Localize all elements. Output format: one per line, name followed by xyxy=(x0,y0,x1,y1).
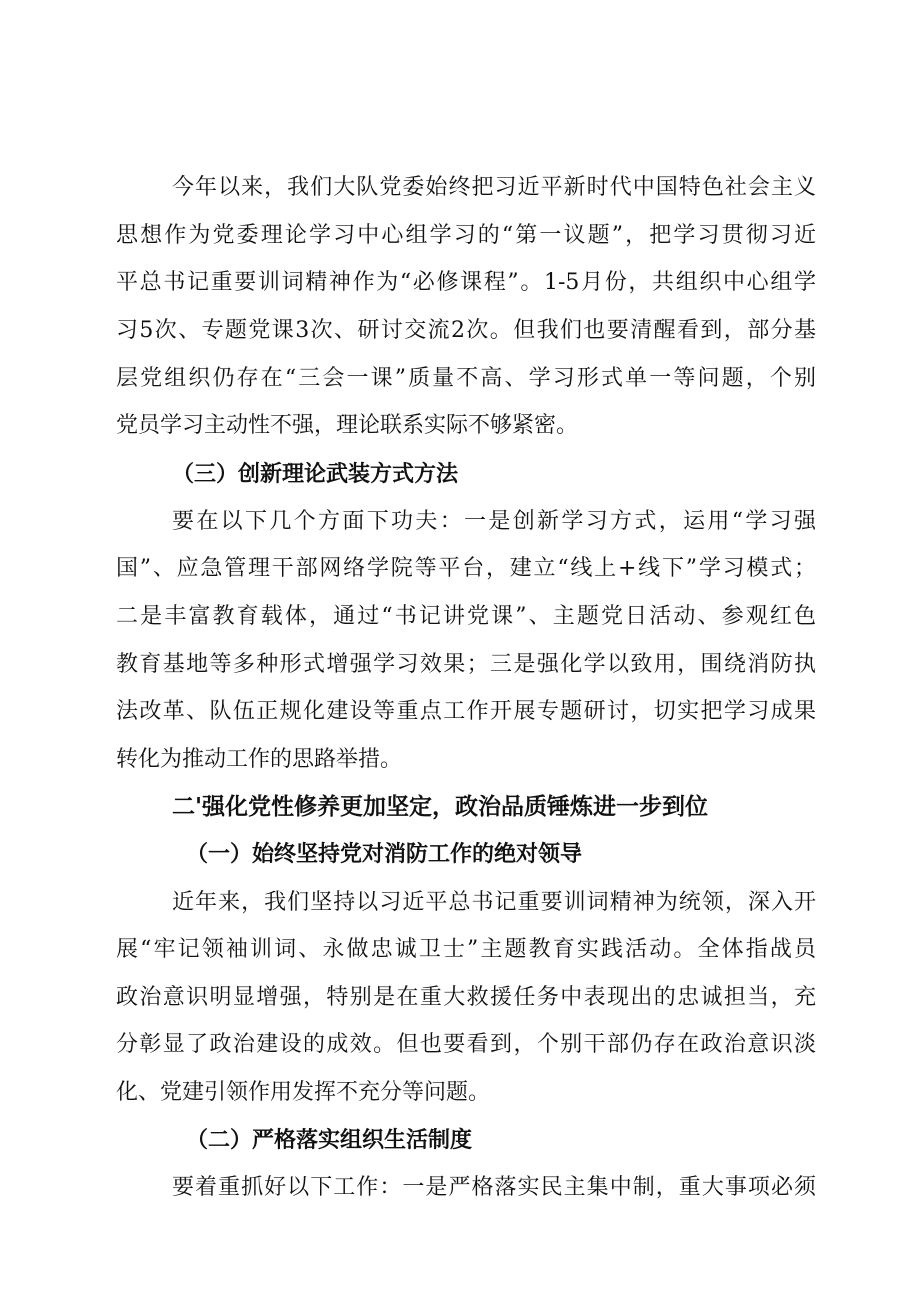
main-section-heading-2: 二'强化党性修养更加坚定，政治品质锤炼进一步到位 xyxy=(172,794,709,820)
paragraph-2-line-2: 国”、应急管理干部网络学院等平台，建立“线上+线下”学习模式； xyxy=(116,556,816,581)
paragraph-1-line-4: 习5次、专题党课3次、研讨交流2次。但我们也要清醒看到，部分基 xyxy=(116,318,816,343)
paragraph-1-line-1: 今年以来，我们大队党委始终把习近平新时代中国特色社会主义 xyxy=(172,175,816,200)
paragraph-3-line-1: 近年来，我们坚持以习近平总书记重要训词精神为统领，深入开 xyxy=(172,890,816,915)
paragraph-4-line-1: 要着重抓好以下工作：一是严格落实民主集中制，重大事项必须 xyxy=(172,1175,816,1200)
paragraph-2-line-3: 二是丰富教育载体，通过“书记讲党课”、主题党日活动、参观红色 xyxy=(116,604,816,629)
paragraph-3-line-5: 化、党建引领作用发挥不充分等问题。 xyxy=(116,1080,491,1105)
section-heading-3: （三）创新理论武装方式方法 xyxy=(172,462,459,487)
paragraph-2-line-6: 转化为推动工作的思路举措。 xyxy=(116,747,403,772)
paragraph-3-line-2: 展“牢记领袖训词、永做忠诚卫士”主题教育实践活动。全体指战员 xyxy=(116,937,816,962)
paragraph-2-line-5: 法改革、队伍正规化建设等重点工作开展专题研讨，切实把学习成果 xyxy=(116,699,816,724)
section-heading-2: （二）严格落实组织生活制度 xyxy=(186,1128,473,1153)
paragraph-2-line-4: 教育基地等多种形式增强学习效果；三是强化学以致用，围绕消防执 xyxy=(116,652,816,677)
paragraph-1-line-3: 平总书记重要训词精神作为“必修课程”。1-5月份，共组织中心组学 xyxy=(116,270,816,295)
paragraph-1-line-6: 党员学习主动性不强，理论联系实际不够紧密。 xyxy=(116,413,579,438)
paragraph-1-line-5: 层党组织仍存在“三会一课”质量不高、学习形式单一等问题，个别 xyxy=(116,366,816,391)
paragraph-3-line-3: 政治意识明显增强，特别是在重大救援任务中表现出的忠诚担当，充 xyxy=(116,985,816,1010)
paragraph-1-line-2: 思想作为党委理论学习中心组学习的“第一议题”，把学习贯彻习近 xyxy=(116,223,816,248)
paragraph-3-line-4: 分彰显了政治建设的成效。但也要看到，个别干部仍存在政治意识淡 xyxy=(116,1032,816,1057)
section-heading-1: （一）始终坚持党对消防工作的绝对领导 xyxy=(186,842,583,867)
paragraph-2-line-1: 要在以下几个方面下功夫：一是创新学习方式，运用“学习强 xyxy=(172,509,816,534)
